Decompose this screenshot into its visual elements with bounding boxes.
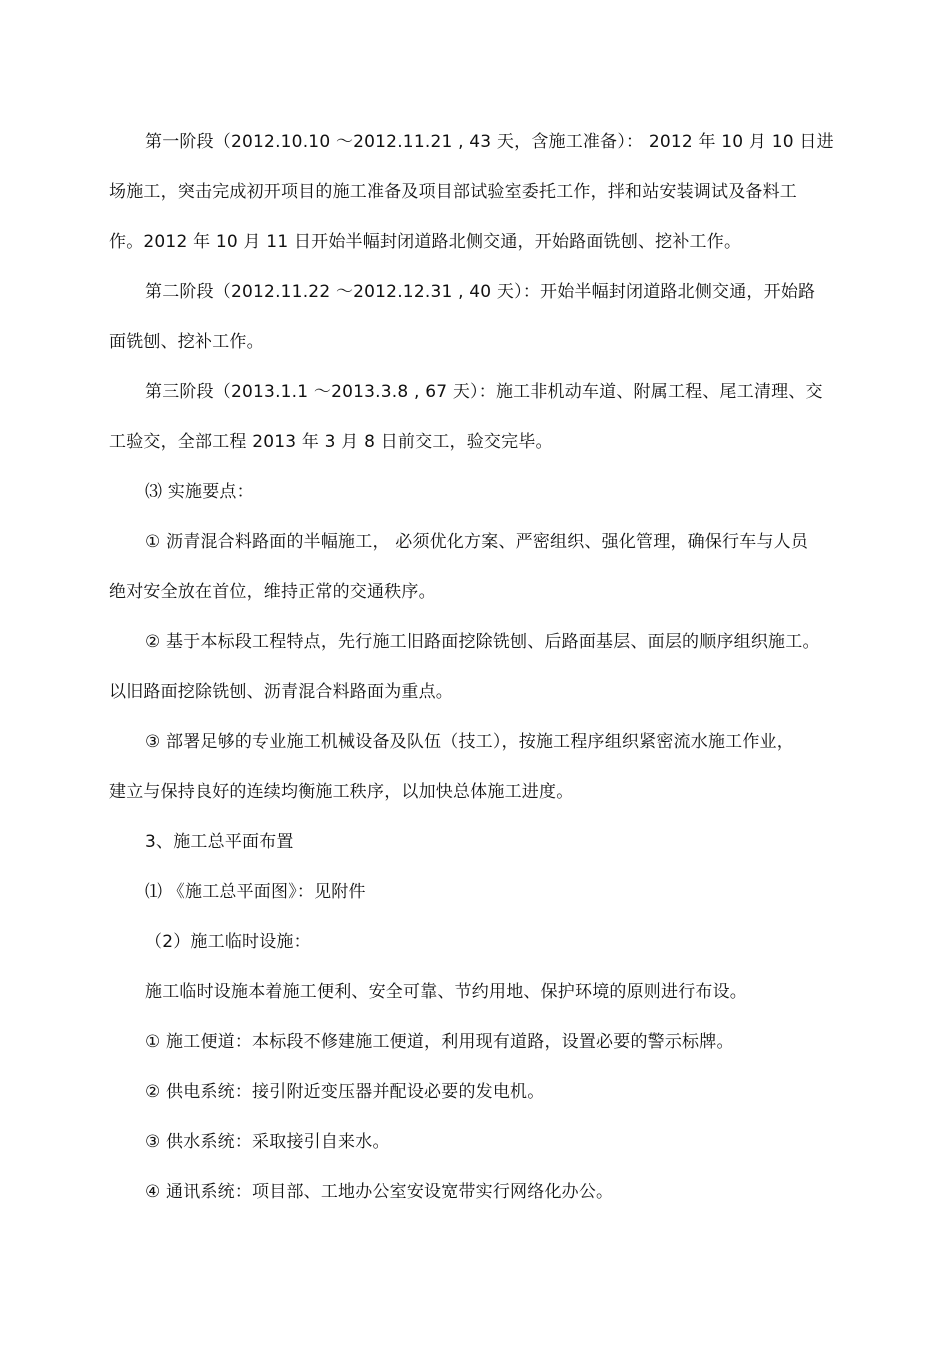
key-point-1-line-2: 绝对安全放在首位，维持正常的交通秩序。 [109, 582, 436, 602]
site-layout-plan-reference: ⑴ 《施工总平面图》：见附件 [145, 882, 366, 902]
paragraph-stage2-line-2: 面铣刨、挖补工作。 [109, 332, 264, 352]
paragraph-stage3-line-1: 第三阶段（2013.1.1 ～2013.3.8 , 67 天）：施工非机动车道、附属工程、尾工清理、交 [145, 382, 823, 402]
facility-item-access-road: ① 施工便道：本标段不修建施工便道，利用现有道路，设置必要的警示标牌。 [145, 1032, 734, 1052]
paragraph-stage1-line-3: 作。2012 年 10 月 11 日开始半幅封闭道路北侧交通，开始路面铣刨、挖补工作。 [109, 232, 742, 252]
paragraph-stage2-line-1: 第二阶段（2012.11.22 ～2012.12.31 , 40 天）：开始半幅封闭道路北侧交通，开始路 [145, 282, 816, 302]
facility-item-power-supply: ② 供电系统：接引附近变压器并配设必要的发电机。 [145, 1082, 545, 1102]
facility-item-communications: ④ 通讯系统：项目部、工地办公室安设宽带实行网络化办公。 [145, 1182, 614, 1202]
facility-item-water-supply: ③ 供水系统：采取接引自来水。 [145, 1132, 390, 1152]
paragraph-stage3-line-2: 工验交，全部工程 2013 年 3 月 8 日前交工，验交完毕。 [109, 432, 553, 452]
key-point-3-line-1: ③ 部署足够的专业施工机械设备及队伍（技工），按施工程序组织紧密流水施工作业， [145, 732, 794, 752]
section-heading-site-layout: 3、施工总平面布置 [145, 832, 294, 852]
key-point-1-line-1: ① 沥青混合料路面的半幅施工， 必须优化方案、严密组织、强化管理，确保行车与人员 [145, 532, 809, 552]
section-heading-key-points: ⑶ 实施要点： [145, 482, 254, 502]
key-point-2-line-1: ② 基于本标段工程特点，先行施工旧路面挖除铣刨、后路面基层、面层的顺序组织施工。 [145, 632, 820, 652]
paragraph-stage1-line-2: 场施工，突击完成初开项目的施工准备及项目部试验室委托工作，拌和站安装调试及备料工 [109, 182, 797, 202]
paragraph-stage1-line-1: 第一阶段（2012.10.10 ～2012.11.21 , 43 天，含施工准备）： 2012 年 10 月 10 日进 [145, 132, 834, 152]
temporary-facilities-principle: 施工临时设施本着施工便利、安全可靠、节约用地、保护环境的原则进行布设。 [145, 982, 747, 1002]
key-point-2-line-2: 以旧路面挖除铣刨、沥青混合料路面为重点。 [109, 682, 453, 702]
section-heading-temporary-facilities: （2）施工临时设施： [145, 932, 311, 952]
key-point-3-line-2: 建立与保持良好的连续均衡施工秩序，以加快总体施工进度。 [109, 782, 574, 802]
